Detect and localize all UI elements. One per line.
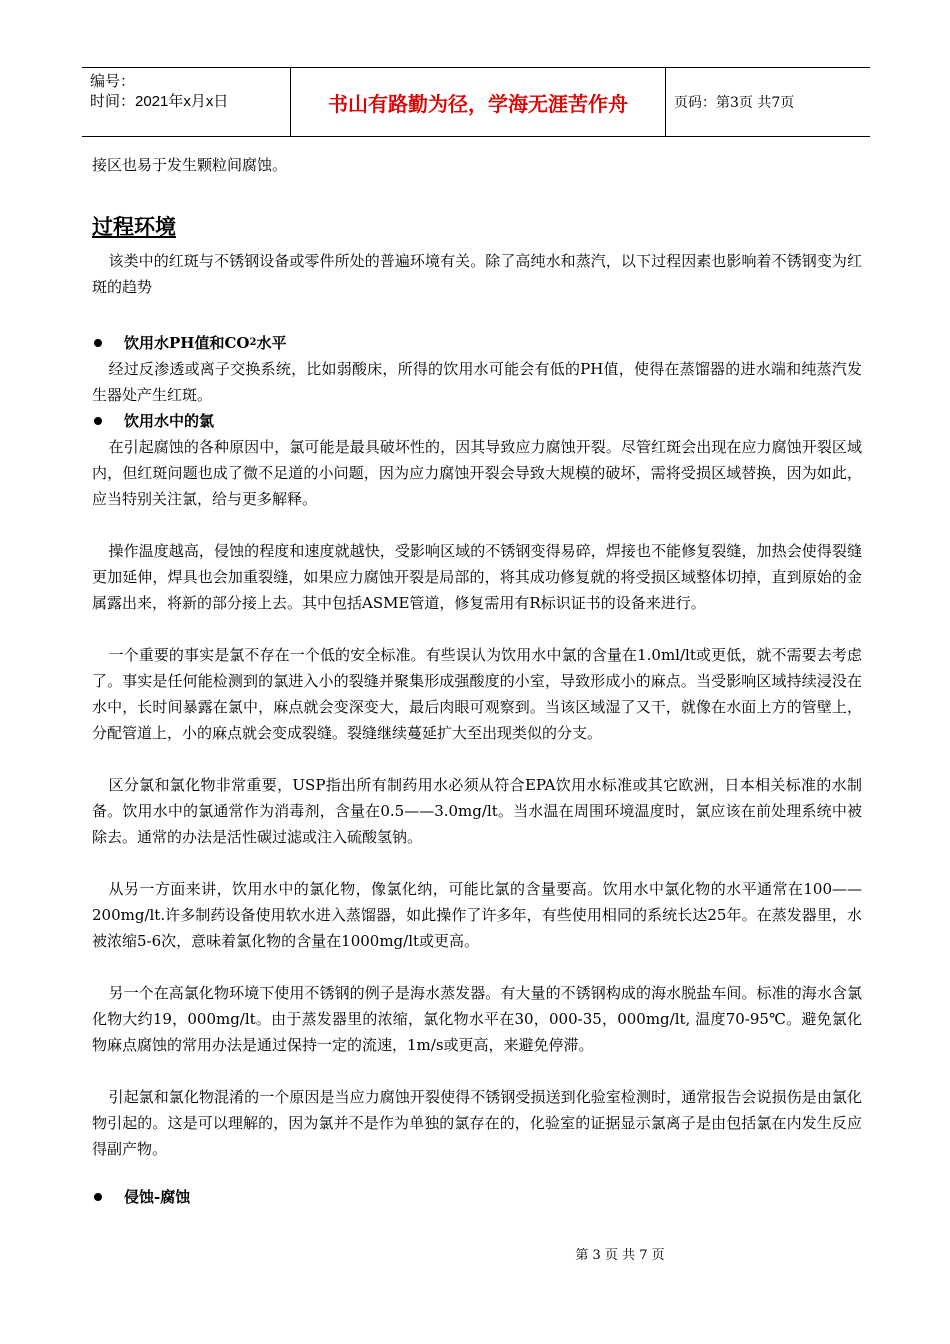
- paragraph-1: 在引起腐蚀的各种原因中，氯可能是最具破坏性的，因其导致应力腐蚀开裂。尽管红斑会出现在应力腐蚀开裂区域内，但红斑问题也成了微不足道的小问题，因为应力腐蚀开裂会导致大规模的破坏，需将受损区域替换，因为如此，应当特别关注氯，给与更多解释。: [92, 438, 862, 508]
- bullet-ph-co2-text: 经过反渗透或离子交换系统，比如弱酸床，所得的饮用水可能会有低的PH值，使得在蒸馏器的进水端和纯蒸汽发生器处产生红斑。: [92, 360, 862, 404]
- intro-line: 接区也易于发生颗粒间腐蚀。: [92, 156, 288, 174]
- paragraph-2: 操作温度越高，侵蚀的程度和速度就越快，受影响区域的不锈钢变得易碎，焊接也不能修复裂缝，加热会使得裂缝更加延伸，焊具也会加重裂缝，如果应力腐蚀开裂是局部的，将其成功修复就的将受损区域整体切掉，直到原始的金属露出来，将新的部分接上去。其中包括ASME管道，修复需用有R标识证书的设备来进行。: [92, 542, 862, 612]
- bullet-erosion-corrosion: [92, 1184, 862, 1210]
- paragraph-3: 一个重要的事实是氯不存在一个低的安全标准。有些误认为饮用水中氯的含量在1.0ml/lt或更低，就不需要去考虑了。事实是任何能检测到的氯进入小的裂缝并聚集形成强酸度的小室，导致形成小的麻点。当受影响区域持续浸没在水中，长时间暴露在氯中，麻点就会变深变大，最后肉眼可观察到。当该区域湿了又干，就像在水面上方的管壁上，分配管道上，小的麻点就会变成裂缝。裂缝继续蔓延扩大至出现类似的分支。: [92, 646, 862, 742]
- bullet-ph-co2: [92, 330, 862, 356]
- header-page-label: 页码：第3页 共7页: [674, 95, 795, 111]
- document-body: [92, 152, 862, 1210]
- section-intro: 该类中的红斑与不锈钢设备或零件所处的普遍环境有关。除了高纯水和蒸汽，以下过程因素也影响着不锈钢变为红斑的趋势: [92, 252, 862, 296]
- paragraph-5: 从另一方面来讲，饮用水中的氯化物，像氯化纳，可能比氯的含量要高。饮用水中氯化物的水平通常在100——200mg/lt.许多制药设备使用软水进入蒸馏器，如此操作了许多年，有些使用相同的系统长达25年。在蒸发器里，水被浓缩5-6次，意味着氯化物的含量在1000mg/lt或更高。: [92, 880, 862, 950]
- bullet-dot-icon: [94, 417, 102, 425]
- paragraph-4: 区分氯和氯化物非常重要，USP指出所有制药用水必须从符合EPA饮用水标准或其它欧洲，日本相关标准的水制备。饮用水中的氯通常作为消毒剂，含量在0.5——3.0mg/lt。当水温在周围环境温度时，氯应该在前处理系统中被除去。通常的办法是活性碳过滤或注入硫酸氢钠。: [92, 776, 862, 846]
- bullet-ph-co2-label-a: 饮用水PH值和CO: [124, 334, 250, 352]
- paragraph-7: 引起氯和氯化物混淆的一个原因是当应力腐蚀开裂使得不锈钢受损送到化验室检测时，通常报告会说损伤是由氯化物引起的。这是可以理解的，因为氯并不是作为单独的氯存在的，化验室的证据显示氯离子是由包括氯在内发生反应得副产物。: [92, 1088, 862, 1158]
- section-title: 过程环境: [92, 214, 176, 239]
- bullet-chlorine: [92, 408, 862, 434]
- bullet-erosion-label: 侵蚀-腐蚀: [124, 1188, 191, 1206]
- header-time-label: 时间：2021年x月x日: [90, 93, 229, 110]
- bullet-dot-icon: [94, 1193, 102, 1201]
- page-header: [82, 67, 870, 137]
- header-meta: [82, 68, 290, 136]
- header-motto: 书山有路勤为径，学海无涯苦作舟: [290, 68, 666, 136]
- page-footer: 第 3 页 共 7 页: [575, 1248, 665, 1263]
- bullet-dot-icon: [94, 339, 102, 347]
- header-number-label: 编号：: [90, 73, 136, 90]
- bullet-chlorine-label: 饮用水中的氯: [124, 412, 215, 430]
- bullet-ph-co2-subscript: 2: [249, 337, 257, 348]
- bullet-ph-co2-label-b: 水平: [256, 334, 287, 352]
- paragraph-6: 另一个在高氯化物环境下使用不锈钢的例子是海水蒸发器。有大量的不锈钢构成的海水脱盐车间。标准的海水含氯化物大约19，000mg/lt。由于蒸发器里的浓缩，氯化物水平在30，000-35，000mg/lt, 温度70-95℃。避免氯化物麻点腐蚀的常用办法是通过保持一定的流速，1m/s或更高，来避免停滞。: [92, 984, 862, 1054]
